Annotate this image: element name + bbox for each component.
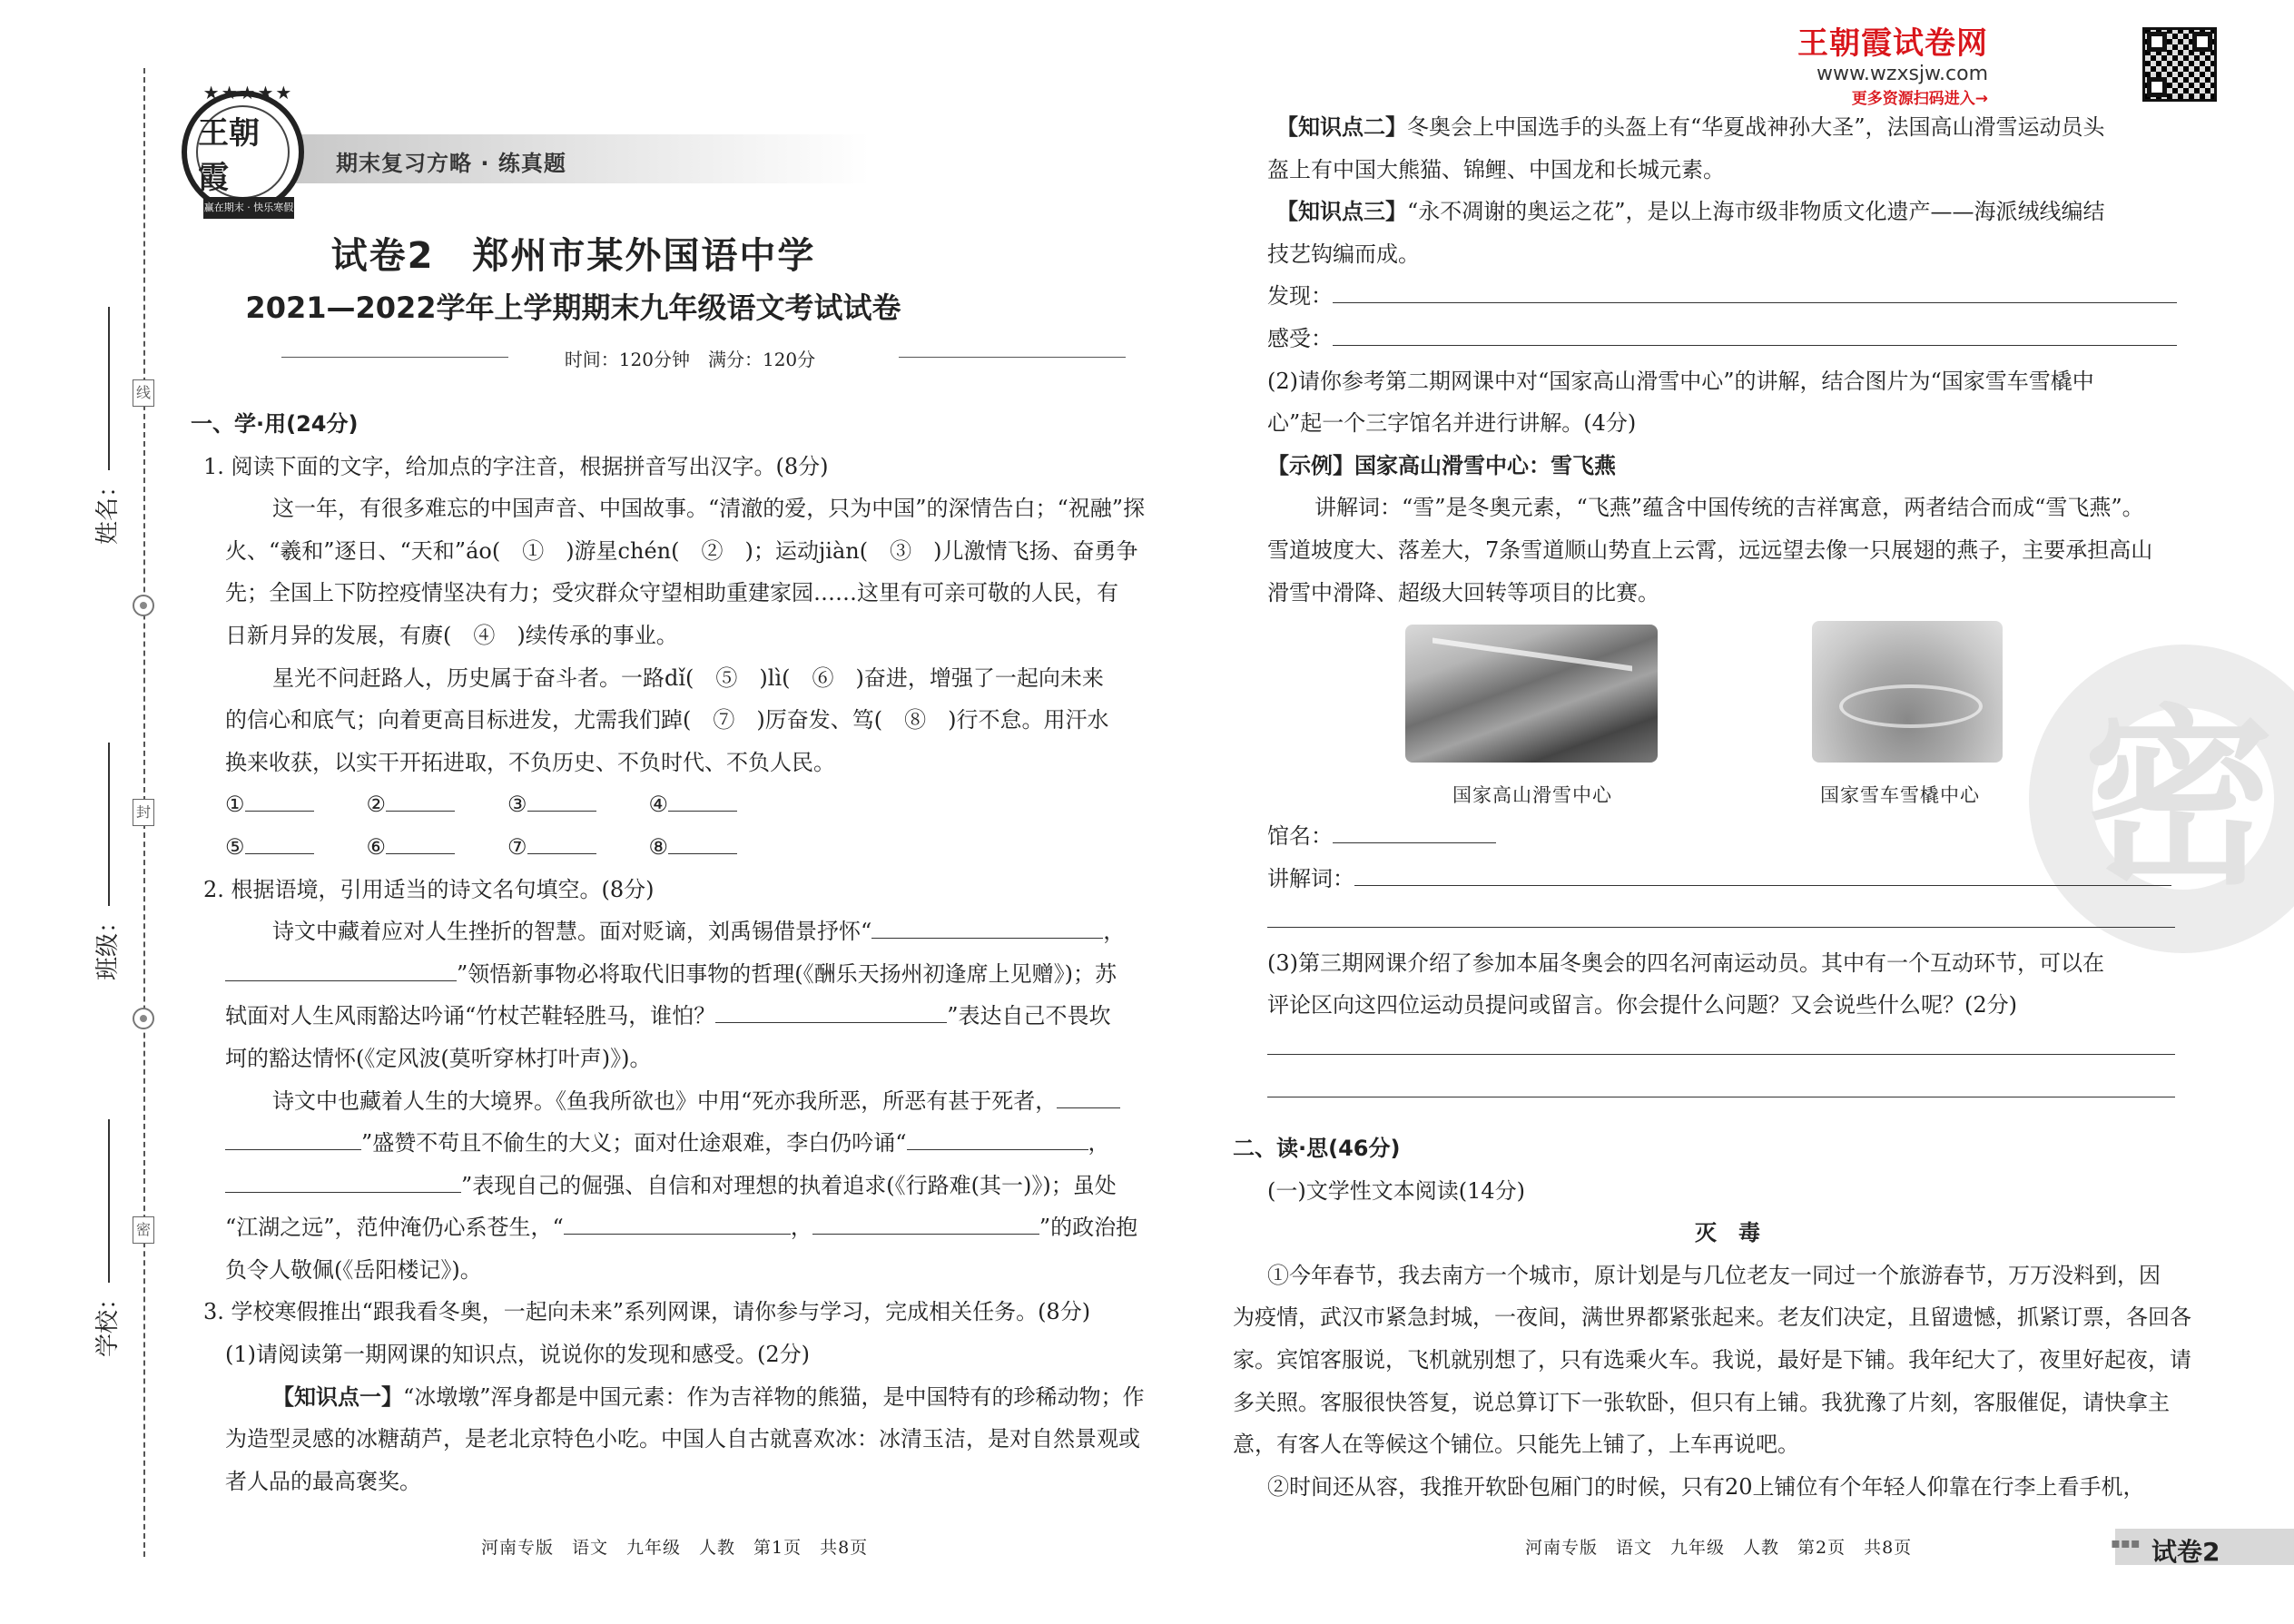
bind-mark-xian: 线 bbox=[133, 379, 154, 407]
fill-blank[interactable] bbox=[225, 1167, 461, 1193]
qr-finder bbox=[2192, 32, 2212, 52]
q2-line bbox=[191, 1206, 1144, 1249]
school-label: 学校： bbox=[94, 1285, 122, 1357]
watermark-glyph: 密 bbox=[2083, 686, 2275, 910]
q3-sub3: (3)第三期网课介绍了参加本届冬奥会的四名河南运动员。其中有一个互动环节，可以在 bbox=[1267, 950, 2104, 976]
sliding-center-photo bbox=[1812, 621, 2003, 763]
example-line: 雪道坡度大、落差大，7条雪道顺山势直上云霄，远远望去像一只展翅的燕子，主要承担高山 bbox=[1267, 536, 2153, 563]
q1-line: 先；全国上下防控疫情坚决有力；受灾群众守望相助重建家园……这里有可亲可敬的人民，有 bbox=[225, 580, 1118, 606]
q2-text: 诗文中藏着应对人生挫折的智慧。面对贬谪，刘禹锡借景抒怀“ bbox=[272, 919, 872, 945]
school-field[interactable] bbox=[89, 1119, 123, 1357]
name-field[interactable] bbox=[89, 307, 123, 545]
answer-num: ⑤ bbox=[225, 833, 245, 860]
q3-sub3: 评论区向这四位运动员提问或留言。你会提什么问题？又会说些什么呢？(2分) bbox=[1267, 992, 2017, 1019]
fill-blank[interactable] bbox=[907, 1125, 1088, 1150]
test-tag-text: 试卷2 bbox=[2151, 1537, 2220, 1567]
k3-label: 【知识点三】 bbox=[1276, 198, 1407, 225]
q2-line: 负令人敬佩(《岳阳楼记》)。 bbox=[225, 1256, 482, 1283]
name-underline[interactable] bbox=[108, 307, 110, 470]
k2-label: 【知识点二】 bbox=[1276, 113, 1407, 140]
q2-line bbox=[191, 953, 1144, 996]
q2-text: ， bbox=[790, 1215, 812, 1241]
feel-label: 感受： bbox=[1267, 325, 1333, 351]
q2-text: ， bbox=[1088, 1130, 1110, 1156]
example-line: 滑雪中滑降、超级大回转等项目的比赛。 bbox=[1267, 579, 1659, 605]
discover-row bbox=[1267, 275, 2184, 318]
q2-text: ”盛赞不苟且不偷生的大义；面对仕途艰难，李白仍吟诵“ bbox=[361, 1130, 907, 1156]
answer-num: ② bbox=[366, 792, 387, 818]
q2-text: ， bbox=[1103, 919, 1126, 945]
q1-answer-row bbox=[191, 826, 1144, 869]
right-content-top bbox=[1267, 106, 2184, 614]
fill-blank[interactable] bbox=[1057, 1083, 1120, 1108]
answer-num: ⑦ bbox=[507, 833, 527, 860]
q1-line: 日新月异的发展，有赓( ④ )续传承的事业。 bbox=[225, 622, 678, 648]
time-info-text: 时间：120分钟 满分：120分 bbox=[564, 349, 816, 370]
explain-blank[interactable] bbox=[1354, 861, 2171, 886]
answer-num: ④ bbox=[648, 792, 669, 818]
answer-line[interactable] bbox=[1267, 1072, 2175, 1097]
q2-line bbox=[191, 1080, 1144, 1123]
exam-subtitle: 2021—2022学年上学期期末九年级语文考试试卷 bbox=[245, 290, 901, 325]
explain-row bbox=[1267, 858, 2184, 901]
answer-num: ③ bbox=[507, 792, 527, 818]
q2-line bbox=[191, 995, 1144, 1038]
left-footer: 河南专版 语文 九年级 人教 第1页 共8页 bbox=[481, 1538, 869, 1558]
school-underline[interactable] bbox=[108, 1119, 110, 1283]
right-content-bottom bbox=[1267, 815, 2184, 1111]
feel-row bbox=[1267, 318, 2184, 360]
q2-line bbox=[191, 1122, 1144, 1165]
knowledge-3: 技艺钩编而成。 bbox=[1267, 241, 1420, 267]
binding-hole bbox=[133, 1008, 154, 1029]
fill-blank[interactable] bbox=[871, 913, 1103, 939]
knowledge-2 bbox=[1267, 106, 2184, 149]
banner-text: 期末复习方略 · 练真题 bbox=[336, 151, 566, 176]
name-label: 姓名： bbox=[94, 473, 122, 545]
class-label: 班级： bbox=[94, 909, 122, 980]
logo-text: 王朝霞 bbox=[196, 105, 290, 199]
logo-ribbon: 赢在期末 · 快乐寒假 bbox=[203, 197, 294, 219]
brand-url[interactable]: www.wzxsjw.com bbox=[1816, 63, 1988, 85]
explain-blank[interactable] bbox=[1267, 902, 2175, 928]
q2-text: 轼面对人生风雨豁达吟诵“竹杖芒鞋轻胜马，谁怕？ bbox=[225, 1003, 716, 1029]
q2-line bbox=[191, 910, 1144, 953]
photo-caption: 国家高山滑雪中心 bbox=[1452, 784, 1612, 806]
dots-decoration-icon: ▪▪▪ bbox=[2111, 1534, 2141, 1551]
q1-line: 这一年，有很多难忘的中国声音、中国故事。“清澈的爱，只为中国”的深情告白；“祝融”探 bbox=[272, 496, 1146, 522]
exam-title: 试卷2 郑州市某外国语中学 bbox=[330, 235, 816, 277]
left-content bbox=[191, 403, 1144, 1502]
article-line: ①今年春节，我去南方一个城市，原计划是与几位老友一同过一个旅游春节，万万没料到，因 bbox=[1267, 1262, 2161, 1288]
series-banner bbox=[289, 134, 870, 183]
answer-blank[interactable] bbox=[386, 786, 455, 812]
qr-finder bbox=[2147, 77, 2167, 97]
fill-blank[interactable] bbox=[225, 956, 457, 981]
k2-text: 冬奥会上中国选手的头盔上有“华夏战神孙大圣”，法国高山滑雪运动员头 bbox=[1407, 114, 2105, 140]
q1-line: 换来收获，以实干开拓进取，不负历史、不负时代、不负人民。 bbox=[225, 749, 835, 775]
test-number-tag bbox=[2115, 1529, 2294, 1565]
section-1-heading: 一、学·用(24分) bbox=[191, 411, 359, 437]
q3-sub1: (1)请阅读第一期网课的知识点，说说你的发现和感受。(2分) bbox=[225, 1342, 810, 1368]
brand-name: 王朝霞试卷网 bbox=[1797, 25, 1988, 62]
q2-text: ”表现自己的倔强、自信和对理想的执着追求(《行路难(其一)》)；虽处 bbox=[461, 1172, 1117, 1198]
q3-title: 3. 学校寒假推出“跟我看冬奥，一起向未来”系列网课，请你参与学习，完成相关任务。(8分) bbox=[203, 1299, 1091, 1325]
q2-text: ”的政治抱 bbox=[1039, 1215, 1138, 1241]
q1-title: 1. 阅读下面的文字，给加点的字注音，根据拼音写出汉字。(8分) bbox=[203, 453, 829, 479]
article-line: 意，有客人在等候这个铺位。只能先上铺了，上车再说吧。 bbox=[1233, 1432, 1799, 1458]
knowledge-1: 者人品的最高褒奖。 bbox=[225, 1468, 421, 1494]
q1-line: 的信心和底气；向着更高目标进发，尤需我们踔( ⑦ )厉奋发、笃( ⑧ )行不怠。用汗水 bbox=[225, 707, 1109, 733]
fill-blank[interactable] bbox=[225, 1125, 361, 1150]
photo-caption: 国家雪车雪橇中心 bbox=[1820, 784, 1980, 806]
class-underline[interactable] bbox=[108, 743, 110, 906]
q2-title: 2. 根据语境，引用适当的诗文名句填空。(8分) bbox=[203, 876, 655, 902]
reading-section bbox=[1233, 1127, 2191, 1508]
hall-name-label: 馆名： bbox=[1267, 823, 1333, 849]
q2-text: ”领悟新事物必将取代旧事物的哲理(《酬乐天扬州初逢席上见赠》)；苏 bbox=[457, 960, 1117, 987]
hall-name-row bbox=[1267, 815, 2184, 858]
answer-blank[interactable] bbox=[245, 786, 314, 812]
article-line: ②时间还从容，我推开软卧包厢门的时候，只有20上铺位有个年轻人仰靠在行李上看手机， bbox=[1267, 1473, 2145, 1500]
binding-hole bbox=[133, 595, 154, 616]
answer-row bbox=[1267, 1027, 2184, 1069]
k1-text: “冰墩墩”浑身都是中国元素：作为吉祥物的熊猫，是中国特有的珍稀动物；作 bbox=[403, 1383, 1145, 1410]
q2-text: 诗文中也藏着人生的大境界。《鱼我所欲也》中用“死亦我所恶，所恶有甚于死者， bbox=[272, 1088, 1058, 1114]
discover-blank[interactable] bbox=[1333, 278, 2177, 303]
q2-line: 坷的豁达情怀(《定风波(莫听穿林打叶声)》)。 bbox=[225, 1045, 652, 1071]
answer-row bbox=[1267, 1069, 2184, 1112]
q2-text: “江湖之远”，范仲淹仍心系苍生，“ bbox=[225, 1215, 564, 1241]
k3-text: “永不凋谢的奥运之花”，是以上海市级非物质文化遗产——海派绒线编结 bbox=[1407, 199, 2105, 225]
star-decoration-icon: ★★★★★ bbox=[202, 82, 294, 103]
article-title: 灭 毒 bbox=[1695, 1220, 1760, 1246]
article-line: 多关照。客服很快答复，说总算订下一张软卧，但只有上铺。我犹豫了片刻，客服催促，请快拿主 bbox=[1233, 1389, 2170, 1415]
answer-num: ⑧ bbox=[648, 833, 669, 860]
class-field[interactable] bbox=[89, 743, 123, 980]
fill-blank[interactable] bbox=[715, 998, 947, 1023]
qr-finder bbox=[2147, 32, 2167, 52]
knowledge-1 bbox=[191, 1376, 1144, 1419]
alpine-ski-center-photo bbox=[1405, 625, 1658, 763]
explain-row-2 bbox=[1267, 900, 2184, 942]
article-line: 为疫情，武汉市紧急封城，一夜间，满世界都紧张起来。老友们决定，且留遗憾，抓紧订票，各回各 bbox=[1233, 1304, 2191, 1331]
answer-num: ⑥ bbox=[366, 833, 387, 860]
qr-code-icon[interactable] bbox=[2142, 27, 2217, 102]
q3-sub2: 心”起一个三字馆名并进行讲解。(4分) bbox=[1267, 410, 1637, 437]
subsection-heading: (一)文学性文本阅读(14分) bbox=[1267, 1177, 1525, 1204]
knowledge-3 bbox=[1267, 191, 2184, 233]
brand-slogan: 更多资源扫码进入→ bbox=[1851, 90, 1988, 108]
answer-blank[interactable] bbox=[668, 786, 737, 812]
q1-answer-row bbox=[191, 783, 1144, 826]
explain-label: 讲解词： bbox=[1267, 865, 1354, 891]
knowledge-2: 盔上有中国大熊猫、锦鲤、中国龙和长城元素。 bbox=[1267, 156, 1725, 182]
answer-blank[interactable] bbox=[527, 786, 596, 812]
q2-line bbox=[191, 1165, 1144, 1207]
example-title: 【示例】国家高山滑雪中心：雪飞燕 bbox=[1267, 452, 1616, 478]
hall-name-blank[interactable] bbox=[1333, 818, 1496, 843]
q1-line: 星光不问赶路人，历史属于奋斗者。一路dǐ( ⑤ )lì( ⑥ )奋进，增强了一起向未来 bbox=[272, 664, 1104, 691]
section-2-heading: 二、读·思(46分) bbox=[1233, 1136, 1401, 1161]
k1-label: 【知识点一】 bbox=[272, 1383, 403, 1410]
right-footer: 河南专版 语文 九年级 人教 第2页 共8页 bbox=[1525, 1538, 1913, 1558]
answer-line[interactable] bbox=[1267, 1029, 2175, 1055]
q2-text: ”表达自己不畏坎 bbox=[947, 1003, 1111, 1029]
bind-mark-mi: 密 bbox=[133, 1216, 154, 1244]
answer-blank[interactable] bbox=[527, 829, 596, 854]
brand-logo-badge bbox=[182, 82, 304, 213]
answer-blank[interactable] bbox=[386, 829, 455, 854]
brand-block[interactable] bbox=[1779, 18, 1988, 108]
knowledge-1: 为造型灵感的冰糖葫芦，是老北京特色小吃。中国人自古就喜欢冰：冰清玉洁，是对自然景观或 bbox=[225, 1426, 1140, 1452]
feel-blank[interactable] bbox=[1333, 320, 2177, 346]
discover-label: 发现： bbox=[1267, 283, 1333, 310]
example-line: 讲解词：“雪”是冬奥元素，“飞燕”蕴含中国传统的吉祥寓意，两者结合而成“雪飞燕”。 bbox=[1314, 495, 2144, 521]
answer-num: ① bbox=[225, 792, 245, 818]
fill-blank[interactable] bbox=[812, 1209, 1039, 1235]
bind-mark-feng: 封 bbox=[133, 799, 154, 826]
fill-blank[interactable] bbox=[564, 1209, 791, 1235]
article-line: 家。宾馆客服说，飞机就别想了，只有选乘火车。我说，最好是下铺。我年纪大了，夜里好起夜，请 bbox=[1233, 1346, 2191, 1373]
q3-sub2: (2)请你参考第二期网课中对“国家高山滑雪中心”的讲解，结合图片为“国家雪车雪橇中 bbox=[1267, 368, 2094, 394]
answer-blank[interactable] bbox=[668, 829, 737, 854]
answer-blank[interactable] bbox=[245, 829, 314, 854]
q1-line: 火、“羲和”逐日、“天和”áo( ① )游星chén( ② )；运动jiàn( ③ )儿激情飞扬、奋勇争 bbox=[225, 537, 1138, 564]
time-score-info bbox=[254, 345, 1126, 371]
